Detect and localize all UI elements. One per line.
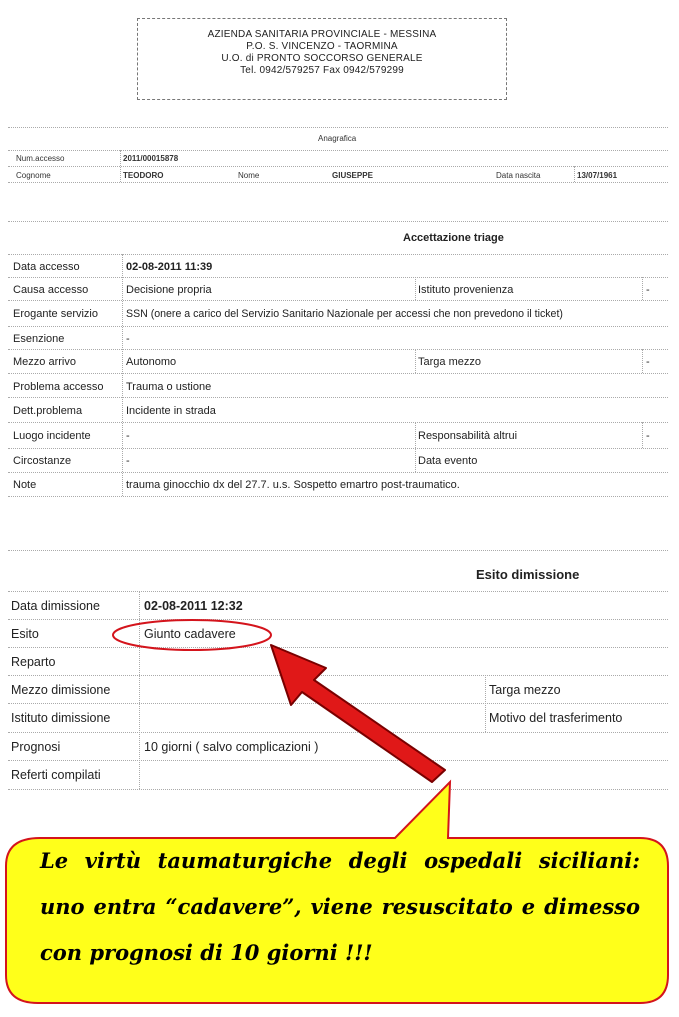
header-line: P.O. S. VINCENZO - TAORMINA [246,41,398,52]
highlight-ellipse [113,620,271,650]
triage-right-label: Istituto provenienza [418,284,514,296]
dimissione-label: Prognosi [11,740,61,754]
dimissione-label: Esito [11,627,39,641]
dimissione-label: Mezzo dimissione [11,683,111,697]
dimissione-right-label: Targa mezzo [489,683,561,697]
red-arrow-icon [271,645,445,782]
dimissione-label: Istituto dimissione [11,711,111,725]
triage-label: Causa accesso [13,284,89,296]
dimissione-label: Referti compilati [11,768,101,782]
data-nascita-value: 13/07/1961 [577,171,618,180]
triage-value: Autonomo [126,356,177,368]
nome-value: GIUSEPPE [332,171,373,180]
dimissione-value: 10 giorni ( salvo complicazioni ) [144,740,319,754]
dimissione-value: 02-08-2011 12:32 [144,599,243,613]
triage-value: 02-08-2011 11:39 [126,261,213,273]
num-accesso-label: Num.accesso [16,154,65,163]
triage-right-label: Responsabilità altrui [418,430,518,442]
triage-value: SSN (onere a carico del Servizio Sanitario Nazionale per accessi che non prevedono il ticket) [126,308,563,320]
triage-label: Esenzione [13,333,65,345]
triage-label: Mezzo arrivo [13,356,76,368]
cognome-label: Cognome [16,171,51,180]
triage-label: Circostanze [13,455,72,467]
triage-label: Erogante servizio [13,308,98,320]
triage-label: Note [13,479,37,491]
triage-right-label: Data evento [418,455,478,467]
triage-value: - [126,455,130,467]
header-line: Tel. 0942/579257 Fax 0942/579299 [240,65,404,76]
triage-value: Trauma o ustione [126,381,212,393]
section-title-anagrafica: Anagrafica [318,134,357,143]
triage-label: Problema accesso [13,381,104,393]
triage-value: - [126,430,130,442]
triage-right-label: Targa mezzo [418,356,481,368]
section-title-triage: Accettazione triage [403,232,504,244]
triage-value: Decisione propria [126,284,212,296]
section-title-dimissione: Esito dimissione [476,567,580,582]
triage-label: Luogo incidente [13,430,91,442]
nome-label: Nome [238,171,260,180]
esito-value: Giunto cadavere [144,627,236,641]
dimissione-label: Data dimissione [11,599,100,613]
triage-label: Dett.problema [13,405,83,417]
triage-right-value: - [646,356,650,368]
num-accesso-value: 2011/00015878 [123,154,179,163]
dimissione-right-label: Motivo del trasferimento [489,711,623,725]
dimissione-label: Reparto [11,655,56,669]
callout-text: Le virtù taumaturgiche degli ospedali siciliani: uno entra “cadavere”, viene resuscitato e dimesso con prognosi di 10 giorni !!! [40,848,640,965]
triage-right-value: - [646,284,650,296]
triage-value: trauma ginocchio dx del 27.7. u.s. Sospetto emartro post-traumatico. [126,479,460,491]
triage-label: Data accesso [13,261,80,273]
triage-value: Incidente in strada [126,405,216,417]
header-line: U.O. di PRONTO SOCCORSO GENERALE [221,53,423,64]
data-nascita-label: Data nascita [496,171,541,180]
triage-right-value: - [646,430,650,442]
triage-value: - [126,333,130,345]
header-line: AZIENDA SANITARIA PROVINCIALE - MESSINA [207,29,437,40]
cognome-value: TEODORO [123,171,164,180]
